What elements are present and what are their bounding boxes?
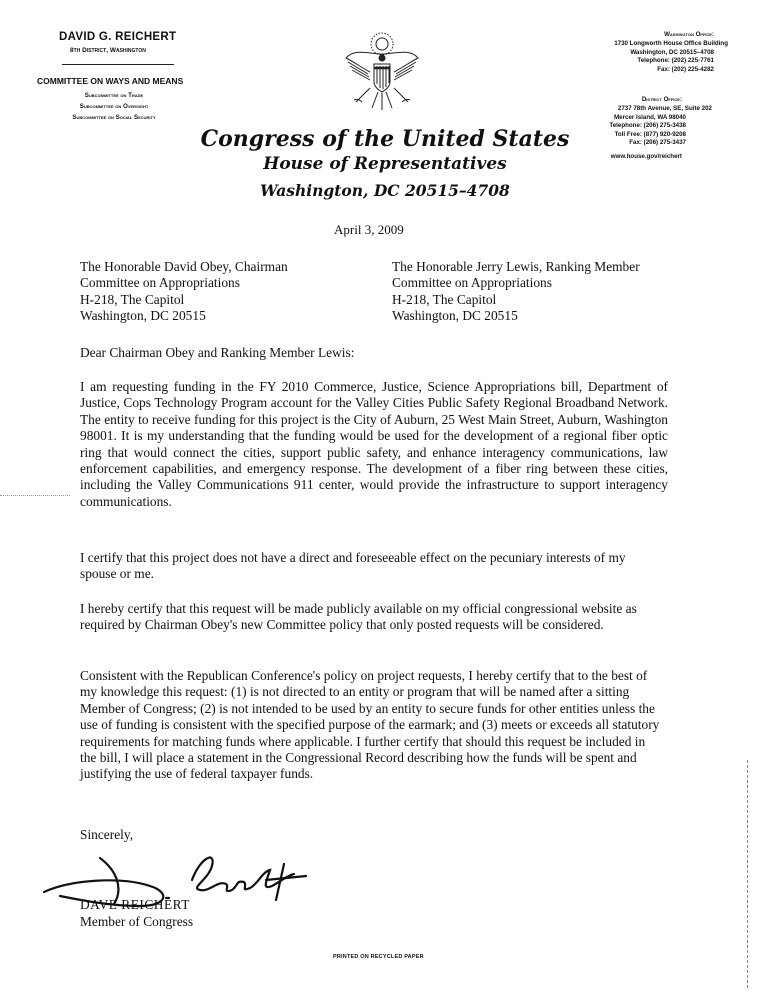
letter-date: April 3, 2009 [334,222,404,237]
salutation: Dear Chairman Obey and Ranking Member Lewis: [80,345,355,360]
subcommittee-3: Subcommittee on Social Security [72,114,156,121]
recipient-block-lewis [392,259,640,324]
address-line: Washington, DC 20515 [80,307,206,323]
recipient-block-obey [80,259,288,324]
recycled-paper-notice: PRINTED ON RECYCLED PAPER [333,954,424,960]
signer-name: DAVE REICHERT [80,897,190,912]
scan-edge-artifact [747,760,750,988]
district-office-line: Fax: (206) 275-3437 [629,139,686,146]
address-line: Washington, DC 20515 [392,307,518,323]
district-office-line: Mercer Island, WA 98040 [614,113,686,121]
eagle-seal-icon [340,28,424,112]
address-line: H-218, The Capitol [392,291,497,307]
congress-title: Congress of the United States [200,126,570,152]
closing: Sincerely, [80,827,134,842]
paragraph-pecuniary-certification: I certify that this project does not have a direct and foreseeable effect on the pecuniary interests of my spouse or me. [80,550,626,582]
subcommittee-1: Subcommittee on Trade [84,92,144,99]
washington-office-line: 1730 Longworth House Office Building [614,40,728,47]
washington-office-line: Telephone: (202) 225-7761 [637,57,714,64]
washington-office-line: Fax: (202) 225-4282 [657,65,714,73]
scan-dot-artifact [0,495,70,496]
district-office-line: Toll Free: (877) 920-9208 [614,130,686,138]
washington-office-line: Washington, DC 20515–4708 [630,48,714,56]
paragraph-conference-policy: Consistent with the Republican Conference's policy on project requests, I hereby certify that to the best of my knowledge this request: (1) is not directed to an entity or program that will be named after a sitting Member of Congress; (2) is not intended to be used by an entity to secure funds for other entities unless the use of funding is consistent with the specified purpose of the earmark; and (3) meets or exceeds all statutory requirements for matching funds where applicable. I further certify that should this request be included in the bill, I will place a statement in the Congressional Record describing how the funds will be spent and justifying the use of federal taxpayer funds. [80,668,660,782]
city-line: Washington, DC 20515–4708 [260,181,510,200]
washington-office-label: Washington Office: [664,31,714,38]
committee-name: COMMITTEE ON WAYS AND MEANS [37,76,184,86]
district-office-line: 2737 78th Avenue, SE, Suite 202 [617,105,712,112]
district-office-label: District Office: [641,96,682,103]
house-title: House of Representatives [263,154,507,174]
address-line: The Honorable Jerry Lewis, Ranking Member [392,259,640,274]
address-line: H-218, The Capitol [80,291,185,307]
address-line: Committee on Appropriations [392,275,552,291]
paragraph-funding-request: I am requesting funding in the FY 2010 Commerce, Justice, Science Appropriations bill, Department of Justice, Cops Technology Program account for the Valley Cities Public Safety Regional Broadband Network. The entity to receive funding for this project is the City of Auburn, 25 West Main Street, Auburn, Washington 98001. It is my understanding that the funding would be used for the development of a regional fiber optic ring that would connect the cities, support public safety, and enhance interagency communications, law enforcement capabilities, and emergency response. The development of a fiber ring between these cities, including the Valley Communications 911 center, would provide the infrastructure to support interagency communications. [80,379,668,509]
member-name: DAVID G. REICHERT [59,31,177,43]
address-line: Committee on Appropriations [80,275,240,291]
district-office-line: Telephone: (206) 275-3438 [609,122,686,129]
address-line: The Honorable David Obey, Chairman [80,259,288,274]
letterhead-divider [62,64,174,65]
signer-title: Member of Congress [80,914,194,929]
subcommittee-2: Subcommittee on Oversight [79,103,149,110]
paragraph-public-posting: I hereby certify that this request will be made publicly available on my official congressional website as required by Chairman Obey's new Committee policy that only posted requests will be considered. [80,601,637,633]
member-district: 8th District, Washington [70,47,146,54]
district-office-website: www.house.gov/reichert [610,153,682,160]
